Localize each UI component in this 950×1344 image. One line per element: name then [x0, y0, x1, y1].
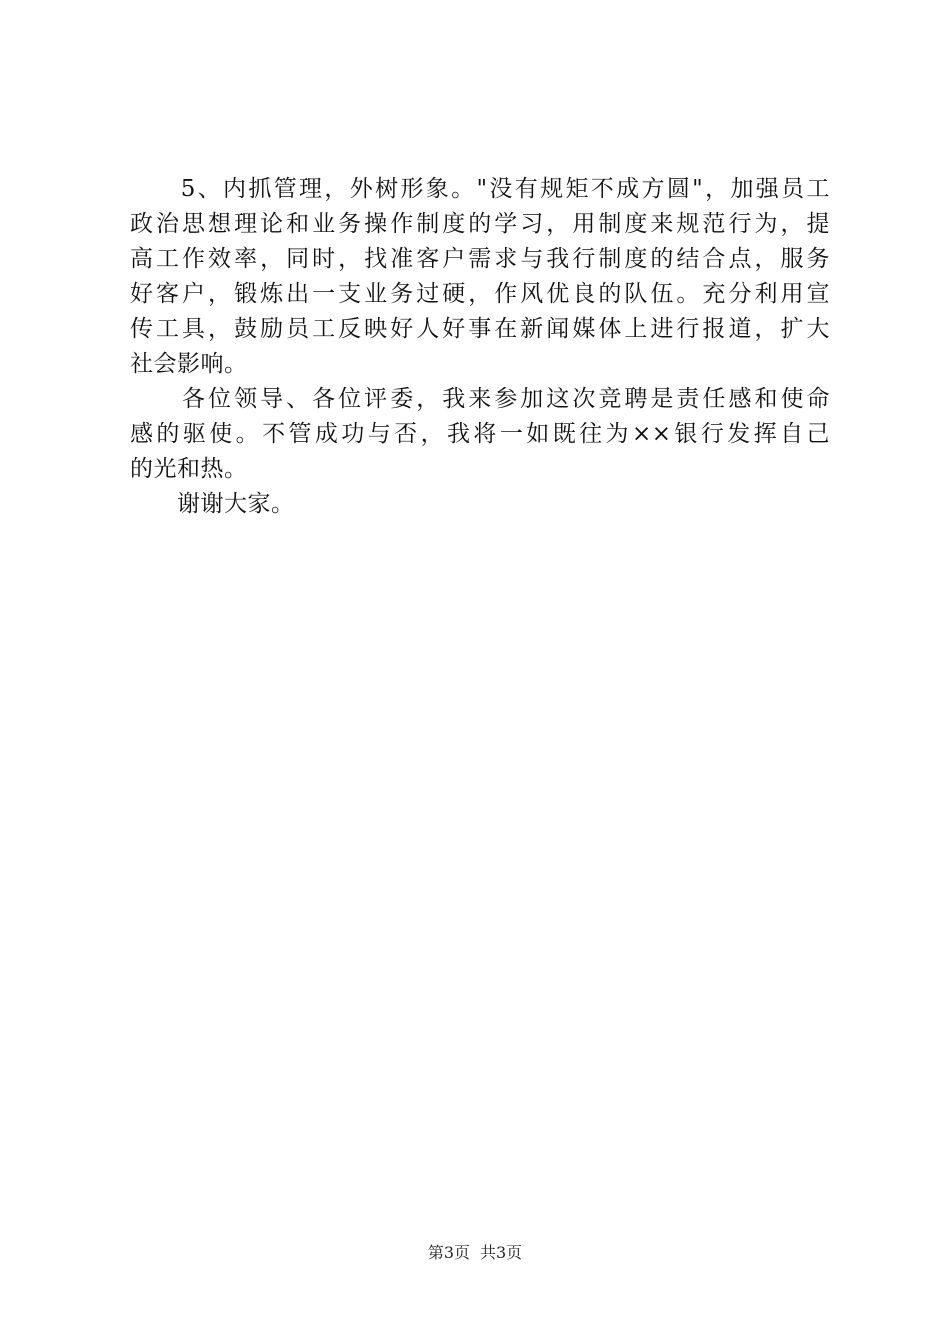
text-line: 社会影响。 [130, 351, 248, 377]
text-line: 各位领导、各位评委，我来参加这次竞聘是责任感和使命 [130, 386, 830, 412]
text-line: 传工具，鼓励员工反映好人好事在新闻媒体上进行报道，扩大 [130, 316, 830, 342]
text-line: 高工作效率，同时，找准客户需求与我行制度的结合点，服务 [130, 246, 830, 272]
text-line: 政治思想理论和业务操作制度的学习，用制度来规范行为，提 [130, 211, 830, 237]
text-line: 的光和热。 [130, 456, 248, 482]
text-line: 好客户，锻炼出一支业务过硬，作风优良的队伍。充分利用宣 [130, 281, 830, 307]
page-footer [0, 1242, 950, 1264]
text-line: 感的驱使。不管成功与否，我将一如既往为××银行发挥自己 [130, 421, 830, 447]
page-number: 第3页 [427, 1243, 470, 1262]
page-total: 共3页 [480, 1243, 523, 1262]
text-line: 5、内抓管理，外树形象。"没有规矩不成方圆"，加强员工 [130, 176, 830, 202]
body-text [130, 172, 830, 522]
text-line: 谢谢大家。 [130, 491, 295, 517]
